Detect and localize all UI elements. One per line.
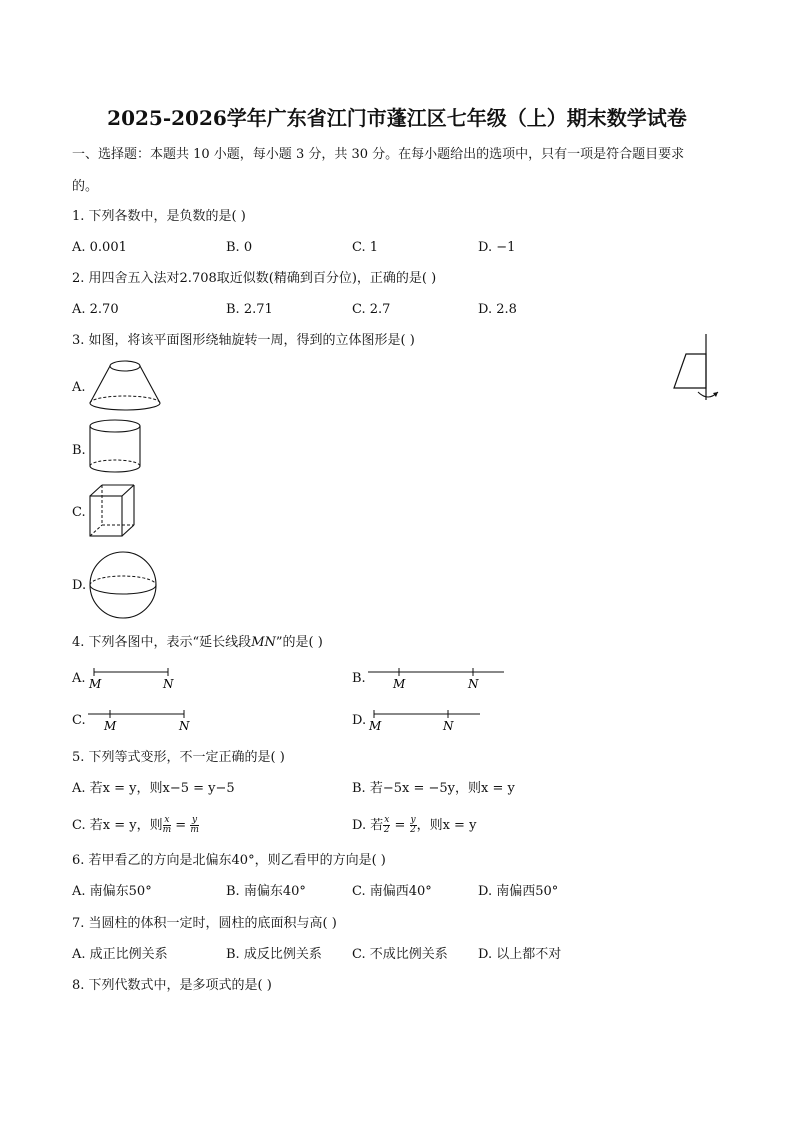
q6-option-d: D. 南偏西50° — [478, 884, 559, 899]
q4-stem-post: ”的是( ) — [275, 635, 323, 650]
q6-option-a: A. 南偏东50° — [72, 884, 152, 899]
q3-option-a: A. — [72, 380, 86, 395]
q4-figure-c — [86, 706, 196, 734]
section-heading-line1: 一、选择题：本题共 10 小题，每小题 3 分，共 30 分。在每小题给出的选项中，只有一项是符合题目要求 — [72, 147, 685, 162]
q3-rotation-figure — [668, 332, 724, 402]
q2-option-a: A. 2.70 — [72, 302, 119, 317]
q4-option-c: C. — [72, 713, 86, 728]
q5-d-fraction-right: $\frac{y}{2}$ — [410, 815, 416, 835]
q7-option-c: C. 不成比例关系 — [352, 947, 448, 962]
q3-stem: 3. 如图，将该平面图形绕轴旋转一周，得到的立体图形是( ) — [72, 333, 415, 348]
q7-option-b: B. 成反比例关系 — [226, 947, 322, 962]
point-n-label: N — [163, 677, 174, 691]
q1-option-c: C. 1 — [352, 240, 379, 255]
q5-d-suffix: ，则x = y — [416, 818, 477, 833]
q3-option-c: C. — [72, 505, 86, 520]
q2-option-b: B. 2.71 — [226, 302, 273, 317]
point-n-label: N — [468, 677, 479, 691]
q7-stem: 7. 当圆柱的体积一定时，圆柱的底面积与高( ) — [72, 916, 337, 931]
q4-figure-d — [366, 706, 486, 734]
q6-stem: 6. 若甲看乙的方向是北偏东40°，则乙看甲的方向是( ) — [72, 853, 386, 868]
q5-stem: 5. 下列等式变形，不一定正确的是( ) — [72, 750, 285, 765]
frustum-figure — [88, 358, 162, 414]
q2-stem: 2. 用四舍五入法对2.708取近似数(精确到百分位)，正确的是( ) — [72, 271, 437, 286]
cube-figure — [88, 482, 138, 540]
point-m-label: M — [104, 719, 117, 733]
sphere-figure — [88, 550, 158, 620]
q8-stem: 8. 下列代数式中，是多项式的是( ) — [72, 978, 272, 993]
q4-figure-a — [86, 664, 178, 692]
q4-stem-var: MN — [251, 635, 276, 650]
q5-d-fraction-left: $\frac{x}{2}$ — [383, 815, 390, 835]
q5-option-d — [352, 816, 476, 835]
q4-option-d: D. — [352, 713, 367, 728]
q3-option-b: B. — [72, 443, 86, 458]
point-m-label: M — [393, 677, 406, 691]
q4-option-b: B. — [352, 671, 366, 686]
q2-option-d: D. 2.8 — [478, 302, 517, 317]
section-heading-line2: 的。 — [72, 179, 99, 194]
q4-stem-pre: 4. 下列各图中，表示“延长线段 — [72, 635, 252, 650]
q7-option-d: D. 以上都不对 — [478, 947, 562, 962]
q5-option-c — [72, 816, 199, 835]
exam-title: 2025-2026学年广东省江门市蓬江区七年级（上）期末数学试卷 — [107, 106, 687, 130]
cylinder-figure — [88, 418, 146, 476]
point-n-label: N — [179, 719, 190, 733]
q6-option-c: C. 南偏西40° — [352, 884, 432, 899]
q4-option-a: A. — [72, 671, 86, 686]
q2-option-c: C. 2.7 — [352, 302, 391, 317]
q6-option-b: B. 南偏东40° — [226, 884, 306, 899]
q5-d-equals: = — [394, 818, 406, 833]
q5-c-equals: = — [175, 818, 187, 833]
q5-c-prefix: C. 若x = y，则 — [72, 818, 163, 833]
point-m-label: M — [369, 719, 382, 733]
q5-c-fraction-right: $\frac{y}{m}$ — [190, 815, 199, 835]
q5-c-fraction-left: $\frac{x}{m}$ — [162, 815, 172, 835]
point-m-label: M — [89, 677, 102, 691]
q3-option-d: D. — [72, 578, 87, 593]
q1-option-d: D. −1 — [478, 240, 516, 255]
q1-option-a: A. 0.001 — [72, 240, 127, 255]
point-n-label: N — [443, 719, 454, 733]
q5-d-prefix: D. 若 — [352, 818, 384, 833]
q4-figure-b — [366, 664, 506, 692]
q4-stem — [72, 634, 323, 652]
q1-option-b: B. 0 — [226, 240, 253, 255]
q5-option-a: A. 若x = y，则x−5 = y−5 — [72, 781, 235, 796]
q7-option-a: A. 成正比例关系 — [72, 947, 168, 962]
q1-stem: 1. 下列各数中，是负数的是( ) — [72, 209, 246, 224]
q5-option-b: B. 若−5x = −5y，则x = y — [352, 781, 515, 796]
